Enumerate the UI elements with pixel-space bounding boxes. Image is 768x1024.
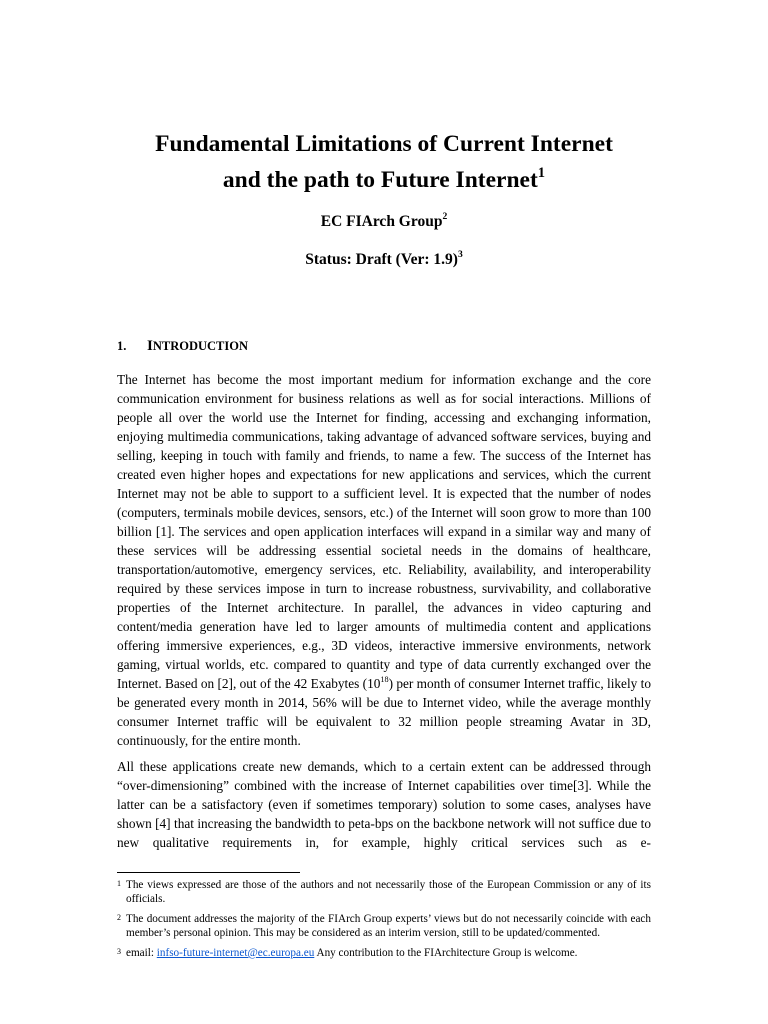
footnote-3 [117, 947, 651, 961]
footnote-2 [117, 913, 651, 940]
footnote-ref-1[interactable]: 1 [537, 164, 546, 181]
paper-title-line-1: Fundamental Limitations of Current Internet [155, 131, 613, 157]
footnote-text: The views expressed are those of the authors and not necessarily those of the European Commission or any of its officials. [126, 879, 651, 905]
footnote-mark: 1 [117, 879, 121, 888]
body-text [117, 370, 651, 871]
section-heading [117, 337, 248, 355]
paper-title-line-2: and the path to Future Internet$^1$ [222, 164, 546, 193]
footnote-text: email: infso-future-internet@ec.europa.eu Any contribution to the FIArchitecture Group is welcome. [126, 947, 578, 959]
section-number: 1. [117, 339, 127, 353]
email-link[interactable]: infso-future-internet@ec.europa.eu [156, 947, 315, 959]
author-line: EC FIArch Group$^2$ [320, 210, 448, 230]
paragraph-2: All these applications create new demands, which to a certain extent can be addressed through “over-dimensioning” combined with the increase of Internet capabilities over time[3]. While the latter can be a satisfactory (even if sometimes temporary) solution to some cases, analyses have shown [4] that increasing the bandwidth to peta-bps on the backbone network will not suffice due to new qualitative requirements in, for example, highly critical services such as e- [117, 759, 651, 850]
section-title-initial: I [147, 338, 153, 354]
footnote-text: The document addresses the majority of the FIArch Group experts’ views but do not necessarily coincide with each member’s personal opinion. This may be considered as an interim version, still to be updated/commented. [126, 913, 651, 939]
footnote-separator [117, 872, 300, 873]
section-title-rest: NTRODUCTION [152, 339, 248, 353]
footnote-ref-3[interactable]: 3 [457, 248, 463, 260]
footnote-mark: 2 [117, 913, 121, 922]
status-line: Status: Draft (Ver: 1.9)$^3$ [305, 248, 463, 268]
footnote-ref-2[interactable]: 2 [442, 210, 448, 222]
paragraph-1: The Internet has become the most important medium for information exchange and the core communication environment for business relations as well as for social interactions. Millions of people all over the world use the Internet for finding, accessing and exchanging information, enjoying multimedia communications, taking advantage of advanced software services, buying and selling, keeping in touch with family and friends, to name a few. The success of the Internet has created even higher hopes and expectations for new applications and services, which the current Internet may not be able to support to a sufficient level. It is expected that the number of nodes (computers, terminals mobile devices, sensors, etc.) of the Internet will soon grow to more than 100 billion [1]. The services and open application interfaces will expand in a similar way and many of these services will be addressing essential societal needs in the domains of healthcare, transportation/automotive, emergency services, etc. Reliability, availability, and interoperability required by these services impose in turn to increase robustness, survivability, and collaborative properties of the Internet architecture. In parallel, the advances in video capturing and content/media generation have led to larger amounts of multimedia content and applications offering immersive experiences, e.g., 3D videos, interactive immersive environments, network gaming, virtual worlds, etc. compared to quantity and type of data currently exchanged over the Internet. Based on [2], out of the 42 Exabytes $(10^{18})$ per month of consumer Internet traffic, likely to be generated every month in 2014, 56% will be due to Internet video, while the average monthly consumer Internet traffic will be equivalent to 32 million people streaming Avatar in 3D, continuously, for the entire month. [117, 372, 651, 748]
footnote-mark: 3 [117, 947, 121, 956]
footnote-1 [117, 879, 651, 906]
title-block [0, 126, 768, 270]
footnotes [117, 879, 651, 968]
